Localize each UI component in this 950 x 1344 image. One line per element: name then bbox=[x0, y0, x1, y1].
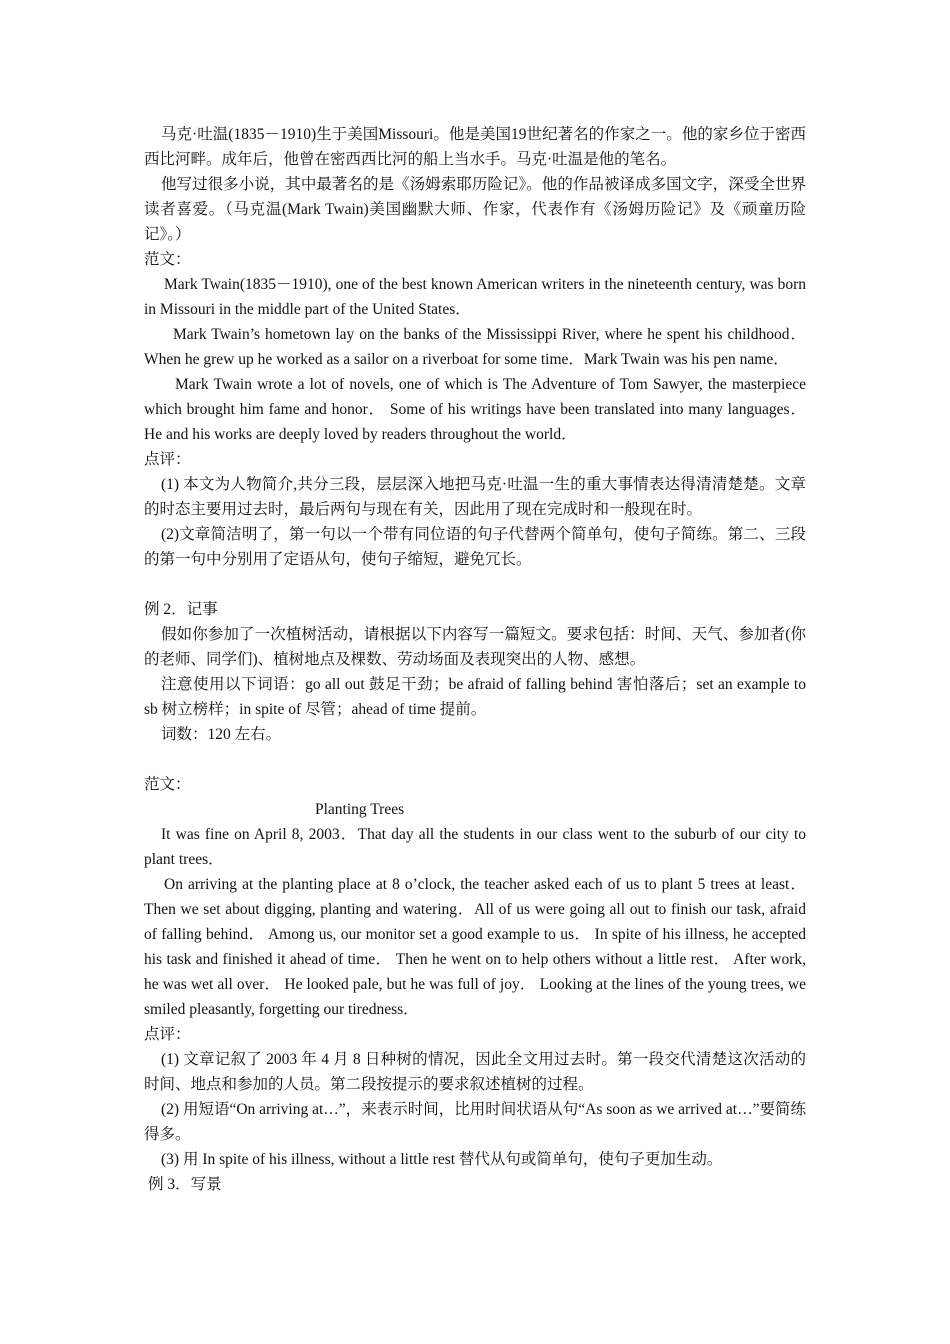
essay-title: Planting Trees bbox=[315, 801, 405, 818]
comment-label: 点评： bbox=[144, 451, 191, 468]
essay-paragraph-1: It was fine on April 8, 2003．That day all the students in our class went to the suburb of our city to plant trees． bbox=[144, 826, 806, 868]
document-page bbox=[144, 122, 806, 1197]
comment-2: (2) 用短语“On arriving at…”，来表示时间，比用时间状语从句“As soon as we arrived at…”要简练得多。 bbox=[144, 1101, 806, 1143]
essay-paragraph-1: Mark Twain(1835－1910), one of the best known American writers in the nineteenth century, was born in Missouri in the middle part of the United States． bbox=[144, 276, 806, 318]
word-count: 词数：120 左右。 bbox=[161, 726, 282, 743]
comment-3: (3) 用 In spite of his illness, without a little rest 替代从句或简单句，使句子更加生动。 bbox=[161, 1151, 723, 1168]
sample-label: 范文： bbox=[144, 251, 191, 268]
essay-paragraph-2: On arriving at the planting place at 8 o’clock, the teacher asked each of us to plant 5 trees at least．Then we set about digging, planting and watering．All of us were going all out to finish our task, afraid of falling behind． Among us, our monitor set a good example to us． In spite of his illness, he accepted his task and finished it ahead of time． Then he went on to help others without a little rest． After work, he was wet all over． He looked pale, but he was full of joy． Looking at the lines of the young trees, we smiled pleasantly, forgetting our tiredness． bbox=[144, 876, 806, 1018]
intro-paragraph-2: 他写过很多小说，其中最著名的是《汤姆索耶历险记》。他的作品被译成多国文字，深受全世界读者喜爱。（马克温(Mark Twain)美国幽默大师、作家，代表作有《汤姆历险记》及《顽童历险记》。） bbox=[144, 176, 806, 243]
intro-paragraph-1: 马克·吐温(1835－1910)生于美国Missouri。他是美国19世纪著名的作家之一。他的家乡位于密西西比河畔。成年后，他曾在密西西比河的船上当水手。马克·吐温是他的笔名。 bbox=[144, 126, 806, 168]
comment-1: (1) 文章记叙了 2003 年 4 月 8 日种树的情况，因此全文用过去时。第一段交代清楚这次活动的时间、地点和参加的人员。第二段按提示的要求叙述植树的过程。 bbox=[144, 1051, 806, 1093]
sample-label: 范文： bbox=[144, 776, 191, 793]
comment-2: (2)文章简洁明了，第一句以一个带有同位语的句子代替两个简单句，使句子简练。第二、三段的第一句中分别用了定语从句，使句子缩短，避免冗长。 bbox=[144, 526, 806, 568]
comment-1: (1) 本文为人物简介,共分三段，层层深入地把马克·吐温一生的重大事情表达得清清楚楚。文章的时态主要用过去时，最后两句与现在有关，因此用了现在完成时和一般现在时。 bbox=[144, 476, 806, 518]
spacer bbox=[144, 572, 806, 597]
task-paragraph-2: 注意使用以下词语：go all out 鼓足干劲；be afraid of falling behind 害怕落后；set an example to sb 树立榜样；in spite of 尽管；ahead of time 提前。 bbox=[144, 676, 806, 718]
spacer bbox=[144, 747, 806, 772]
example-2-heading: 例 2．记事 bbox=[144, 601, 218, 618]
comment-label: 点评： bbox=[144, 1026, 191, 1043]
essay-paragraph-2: Mark Twain’s hometown lay on the banks of the Mississippi River, where he spent his childhood．When he grew up he worked as a sailor on a riverboat for some time．Mark Twain was his pen name． bbox=[144, 326, 806, 368]
task-paragraph-1: 假如你参加了一次植树活动，请根据以下内容写一篇短文。要求包括：时间、天气、参加者(你的老师、同学们)、植树地点及棵数、劳动场面及表现突出的人物、感想。 bbox=[144, 626, 806, 668]
essay-paragraph-3: Mark Twain wrote a lot of novels, one of which is The Adventure of Tom Sawyer, the masterpiece which brought him fame and honor． Some of his writings have been translated into many languages． He and his works are deeply loved by readers throughout the world． bbox=[144, 376, 806, 443]
example-3-heading: 例 3．写景 bbox=[148, 1176, 222, 1193]
